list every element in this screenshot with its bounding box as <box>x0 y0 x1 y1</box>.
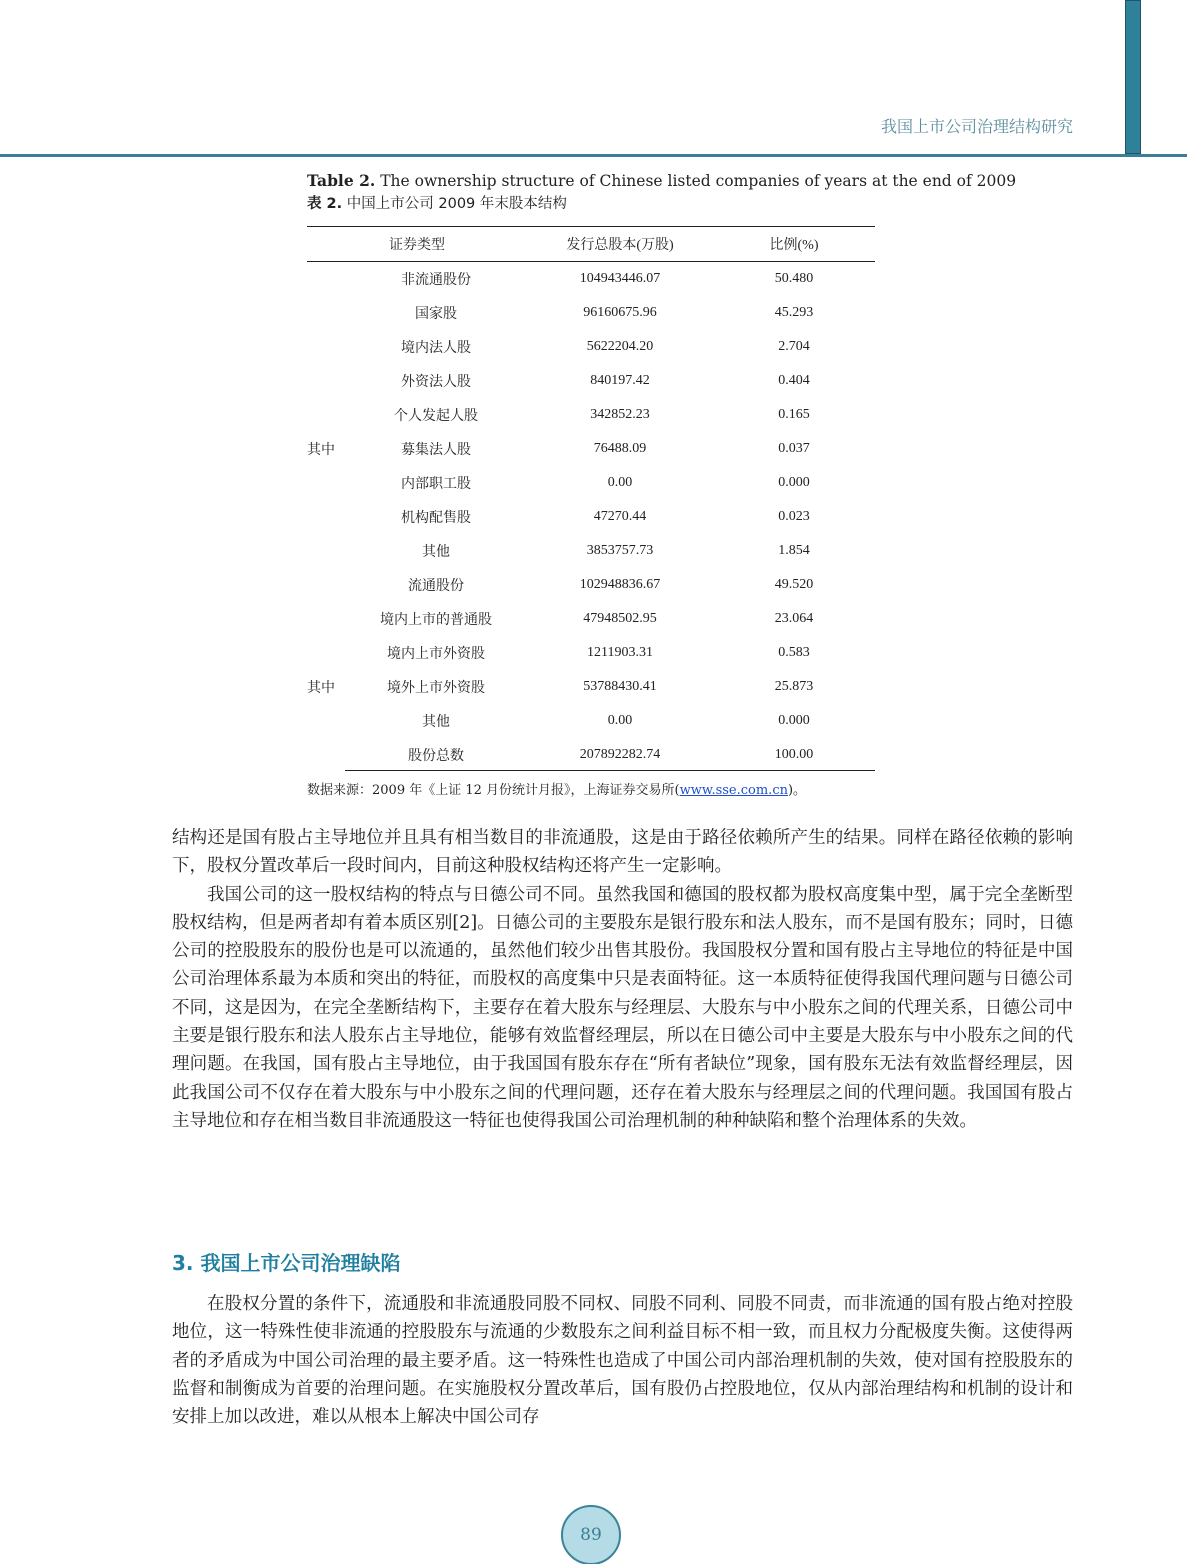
security-type: 外资法人股 <box>401 375 471 390</box>
percentage: 50.480 <box>774 271 814 286</box>
table-row <box>307 636 875 670</box>
paragraph: 在股权分置的条件下，流通股和非流通股同股不同权、同股不同利、同股不同责，而非流通的国有股占绝对控股地位，这一特殊性使非流通的控股股东与流通的少数股东之间利益目标不相一致，而且权力分配极度失衡。这使得两者的矛盾成为中国公司治理的最主要矛盾。这一特殊性也造成了中国公司内部治理机制的失效，使对国有控股股东的监督和制衡成为首要的治理问题。在实施股权分置改革后，国有股仍占控股地位，仅从内部治理结构和机制的设计和安排上加以改进，难以从根本上解决中国公司存 <box>172 1294 1073 1428</box>
source-text: 数据来源：2009 年《上证 12 月份统计月报》，上海证券交易所( <box>307 783 680 798</box>
total-shares: 3853757.73 <box>586 543 654 558</box>
security-type: 境内上市外资股 <box>387 647 485 662</box>
security-type: 募集法人股 <box>401 443 471 458</box>
group-label <box>307 330 345 364</box>
table-row <box>307 466 875 500</box>
security-type: 其他 <box>422 715 450 730</box>
table-row <box>307 704 875 738</box>
percentage: 2.704 <box>778 339 810 354</box>
percentage: 23.064 <box>774 611 814 626</box>
page-number: 89 <box>561 1505 621 1564</box>
percentage: 0.404 <box>778 373 810 388</box>
table-caption-zh <box>307 192 567 213</box>
percentage: 0.037 <box>778 441 810 456</box>
header-accent-bar <box>1125 0 1141 154</box>
header-type: 证券类型 <box>389 238 445 253</box>
security-type: 个人发起人股 <box>394 409 478 424</box>
total-shares: 0.00 <box>607 475 633 490</box>
percentage: 45.293 <box>774 305 814 320</box>
group-label <box>307 704 345 738</box>
percentage: 0.000 <box>778 475 810 490</box>
security-type: 境内法人股 <box>401 341 471 356</box>
total-shares: 207892282.74 <box>579 747 661 762</box>
total-shares: 53788430.41 <box>583 679 657 694</box>
total-shares: 0.00 <box>607 713 633 728</box>
security-type: 流通股份 <box>408 579 464 594</box>
section-heading: 3. 我国上市公司治理缺陷 <box>172 1251 401 1275</box>
table-row <box>307 738 875 772</box>
table-row <box>307 670 875 704</box>
group-label <box>307 602 345 636</box>
paragraph: 我国公司的这一股权结构的特点与日德公司不同。虽然我国和德国的股权都为股权高度集中型，属于完全垄断型股权结构，但是两者却有着本质区别[2]。日德公司的主要股东是银行股东和法人股东，而不是国有股东；同时，日德公司的控股股东的股份也是可以流通的，虽然他们较少出售其股份。我国股权分置和国有股占主导地位的特征是中国公司治理体系最为本质和突出的特征，而股权的高度集中只是表面特征。这一本质特征使得我国代理问题与日德公司不同，这是因为，在完全垄断结构下，主要存在着大股东与经理层、大股东与中小股东之间的代理关系，日德公司中主要是银行股东和法人股东占主导地位，能够有效监督经理层，所以在日德公司中主要是大股东与中小股东之间的代理问题。在我国，国有股占主导地位，由于我国国有股东存在“所有者缺位”现象，国有股东无法有效监督经理层，因此我国公司不仅存在着大股东与中小股东之间的代理问题，还存在着大股东与经理层之间的代理问题。我国国有股占主导地位和存在相当数目非流通股这一特征也使得我国公司治理机制的种种缺陷和整个治理体系的失效。 <box>172 884 1073 1131</box>
group-label <box>307 364 345 398</box>
body-text-top <box>172 824 1073 1135</box>
table-row <box>307 398 875 432</box>
group-label <box>307 398 345 432</box>
group-label <box>307 636 345 670</box>
security-type: 非流通股份 <box>401 273 471 288</box>
table-row <box>307 432 875 466</box>
group-label: 其中 <box>307 681 335 696</box>
percentage: 0.165 <box>778 407 810 422</box>
security-type: 股份总数 <box>408 749 464 764</box>
total-shares: 47270.44 <box>593 509 647 524</box>
total-shares: 840197.42 <box>590 373 650 388</box>
total-shares: 104943446.07 <box>579 271 661 286</box>
table-row <box>307 500 875 534</box>
source-link[interactable]: www.sse.com.cn <box>679 783 788 798</box>
group-label <box>307 568 345 602</box>
percentage: 0.583 <box>778 645 810 660</box>
header-rule <box>0 154 1187 157</box>
group-label <box>307 738 345 772</box>
security-type: 机构配售股 <box>401 511 471 526</box>
percentage: 25.873 <box>774 679 814 694</box>
header-pct: 比例(%) <box>769 238 819 253</box>
group-label <box>307 296 345 330</box>
security-type: 内部职工股 <box>401 477 471 492</box>
table-row <box>307 568 875 602</box>
percentage: 1.854 <box>778 543 810 558</box>
caption-text: 中国上市公司 2009 年末股本结构 <box>342 196 567 212</box>
group-label <box>307 262 345 297</box>
total-shares: 5622204.20 <box>586 339 654 354</box>
table-row <box>307 296 875 330</box>
percentage: 0.000 <box>778 713 810 728</box>
body-text-bottom <box>172 1290 1073 1431</box>
group-label <box>307 500 345 534</box>
security-type: 境内上市的普通股 <box>380 613 492 628</box>
header-shares: 发行总股本(万股) <box>566 238 674 253</box>
caption-label: Table 2. <box>307 171 376 190</box>
percentage: 0.023 <box>778 509 810 524</box>
ownership-table <box>307 226 875 772</box>
total-shares: 76488.09 <box>593 441 647 456</box>
table-row <box>307 534 875 568</box>
table-row <box>307 330 875 364</box>
total-shares: 102948836.67 <box>579 577 661 592</box>
table-bottom-rule <box>345 770 875 771</box>
group-label <box>307 534 345 568</box>
caption-label: 表 2. <box>307 196 343 212</box>
percentage: 100.00 <box>774 747 814 762</box>
group-label <box>307 466 345 500</box>
security-type: 境外上市外资股 <box>387 681 485 696</box>
table-caption-en <box>307 171 1016 190</box>
table-header-row <box>307 227 875 262</box>
running-title: 我国上市公司治理结构研究 <box>880 117 1073 136</box>
total-shares: 1211903.31 <box>587 645 653 660</box>
security-type: 国家股 <box>415 307 457 322</box>
table-source <box>307 779 806 798</box>
percentage: 49.520 <box>774 577 814 592</box>
total-shares: 47948502.95 <box>583 611 657 626</box>
table-row <box>307 364 875 398</box>
table-row <box>307 602 875 636</box>
caption-text: The ownership structure of Chinese listed companies of years at the end of 2009 <box>375 172 1017 190</box>
source-text-end: )。 <box>787 783 807 798</box>
total-shares: 342852.23 <box>590 407 650 422</box>
security-type: 其他 <box>422 545 450 560</box>
group-label: 其中 <box>307 443 335 458</box>
total-shares: 96160675.96 <box>583 305 657 320</box>
table-row <box>307 262 875 297</box>
paragraph: 结构还是国有股占主导地位并且具有相当数目的非流通股，这是由于路径依赖所产生的结果。同样在路径依赖的影响下，股权分置改革后一段时间内，目前这种股权结构还将产生一定影响。 <box>172 828 1073 877</box>
